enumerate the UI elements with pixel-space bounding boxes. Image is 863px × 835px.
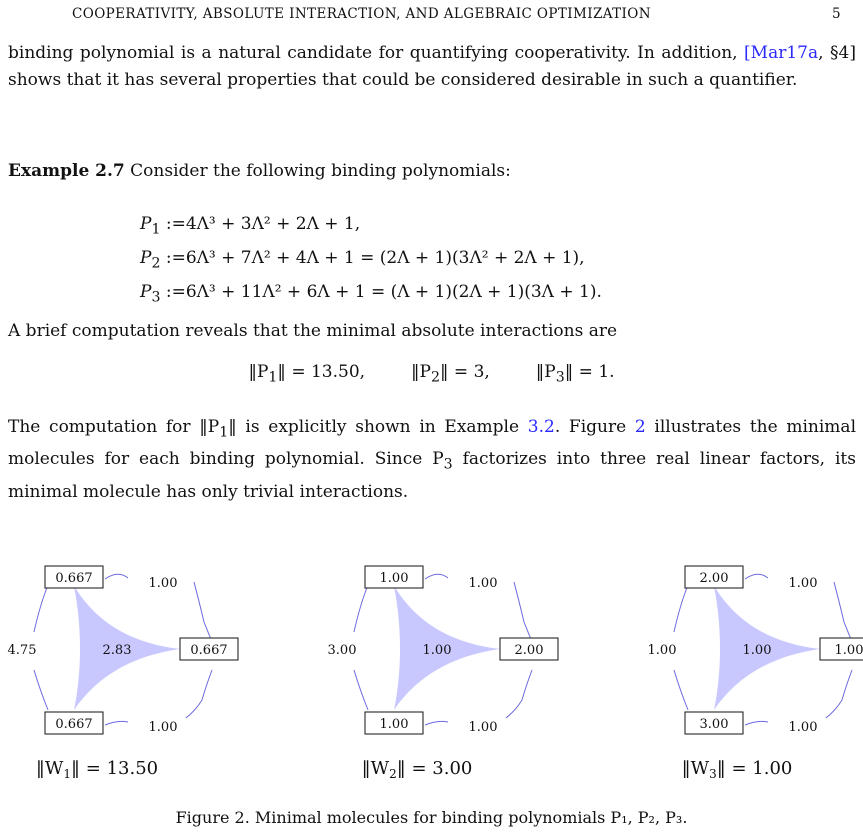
norm-rhs: ‖ = 13.50 (71, 758, 159, 779)
top-right-edge-label: 1.00 (788, 576, 818, 591)
equation-p2 (140, 241, 602, 275)
edge-left-lower (34, 670, 48, 710)
left-edge-label: 3.00 (327, 643, 357, 658)
eq-rhs: :=6Λ³ + 7Λ² + 4Λ + 1 = (2Λ + 1)(3Λ² + 2Λ + 1), (160, 248, 585, 268)
equation-p3 (140, 275, 602, 309)
norm-text: ‖P (411, 362, 431, 382)
closing-text-4: illustrates the minimal molecules for each binding polynomial. Since P (8, 417, 857, 470)
closing-text-2: ‖ is explicitly shown in Example (228, 417, 528, 437)
center-area-label: 1.00 (422, 643, 452, 658)
eq-subscript: 2 (151, 255, 161, 272)
closing-sub-2: 3 (443, 456, 453, 473)
right-vertex-label: 2.00 (514, 643, 544, 658)
equation-p1 (140, 207, 602, 241)
eq-lhs: P (140, 248, 152, 268)
edge-right-lower (506, 670, 532, 718)
norm-lhs: ‖W (361, 758, 390, 779)
eq-rhs: :=6Λ³ + 11Λ² + 6Λ + 1 = (Λ + 1)(2Λ + 1)(3Λ + 1). (160, 282, 602, 302)
edge-right-upper (514, 582, 532, 642)
edge-top-right (105, 574, 128, 579)
norm-p2 (411, 362, 490, 386)
equation-block (140, 207, 602, 309)
molecule-1 (8, 566, 238, 781)
computation-sentence (8, 318, 856, 345)
norm-subscript: 1 (63, 767, 72, 781)
intro-text-1: binding polynomial is a natural candidate for quantifying cooperativity. In addition, (8, 43, 745, 63)
eq-subscript: 3 (151, 289, 161, 306)
example-heading-line (8, 158, 856, 185)
edge-bottom-right (425, 721, 448, 725)
closing-text-1: The computation for ‖P (8, 417, 220, 437)
norm-rest: ‖ = 13.50, (277, 362, 366, 382)
intro-text-2: , §4] shows that it has several properties that could be considered desirable in such a quantifier. (8, 43, 856, 90)
right-vertex-label: 1.00 (834, 643, 863, 658)
norm-subscript: 3 (709, 767, 717, 781)
edge-left-lower (674, 670, 688, 710)
norm-rhs: ‖ = 1.00 (716, 758, 793, 779)
bottom-right-edge-label: 1.00 (788, 720, 818, 735)
example-label: Example 2.7 (8, 161, 125, 181)
norm-rhs: ‖ = 3.00 (396, 758, 473, 779)
edge-right-upper (834, 582, 852, 642)
center-area-label: 2.83 (102, 643, 132, 658)
norm-text: ‖P (535, 362, 556, 382)
left-edge-label: 1.00 (647, 643, 677, 658)
edge-left-upper (354, 585, 368, 632)
norm-sub: 3 (555, 369, 565, 386)
running-header (0, 6, 863, 28)
norm-rest: ‖ = 3, (440, 362, 490, 382)
bottom-vertex-label: 1.00 (379, 717, 409, 732)
norm-sub: 1 (268, 369, 278, 386)
molecule-norm-label (36, 758, 158, 781)
citation-link[interactable]: [Mar17a (744, 43, 819, 63)
edge-top-right (745, 574, 768, 579)
closing-sub-1: 1 (219, 424, 229, 441)
intro-paragraph (8, 40, 856, 94)
closing-text-5: factorizes into three real linear factors, its minimal molecule has only trivial interactions. (8, 449, 856, 502)
computation-text: A brief computation reveals that the minimal absolute interactions are (8, 321, 618, 341)
eq-lhs: P (140, 282, 152, 302)
example-intro: Consider the following binding polynomials: (124, 161, 511, 181)
page-number: 5 (832, 6, 841, 22)
edge-left-lower (354, 670, 368, 710)
eq-lhs: P (140, 214, 152, 234)
bottom-vertex-label: 0.667 (55, 717, 93, 732)
figure-caption: Figure 2. Minimal molecules for binding polynomials P₁, P₂, P₃. (175, 808, 688, 827)
edge-right-upper (194, 582, 212, 642)
edge-left-upper (674, 585, 688, 632)
norm-p3 (535, 362, 615, 386)
molecule-norm-label (362, 758, 473, 781)
norm-subscript: 2 (389, 767, 397, 781)
bottom-right-edge-label: 1.00 (148, 720, 178, 735)
molecules-figure (0, 560, 863, 790)
edge-bottom-right (745, 721, 768, 725)
top-right-edge-label: 1.00 (468, 576, 498, 591)
edge-left-upper (34, 585, 48, 632)
eq-rhs: :=4Λ³ + 3Λ² + 2Λ + 1, (160, 214, 361, 234)
edge-right-lower (826, 670, 852, 718)
norm-rest: ‖ = 1. (564, 362, 615, 382)
molecule-3 (648, 566, 863, 781)
closing-paragraph (8, 414, 856, 506)
norm-results (0, 362, 863, 385)
top-vertex-label: 1.00 (379, 571, 409, 586)
running-title: COOPERATIVITY, ABSOLUTE INTERACTION, AND ALGEBRAIC OPTIMIZATION (72, 6, 651, 22)
edge-bottom-right (105, 721, 128, 725)
bottom-right-edge-label: 1.00 (468, 720, 498, 735)
norm-sub: 2 (431, 369, 441, 386)
top-vertex-label: 0.667 (55, 571, 93, 586)
edge-top-right (425, 574, 448, 579)
norm-text: ‖P (248, 362, 269, 382)
top-vertex-label: 2.00 (699, 571, 729, 586)
left-edge-label: 4.75 (7, 643, 37, 658)
molecule-norm-label (682, 758, 793, 781)
figure-reference-link[interactable]: 2 (634, 417, 646, 437)
top-right-edge-label: 1.00 (148, 576, 178, 591)
example-reference-link[interactable]: 3.2 (527, 417, 555, 437)
norm-lhs: ‖W (681, 758, 710, 779)
closing-text-3: . Figure (554, 417, 635, 437)
right-vertex-label: 0.667 (190, 643, 228, 658)
center-area-label: 1.00 (742, 643, 772, 658)
bottom-vertex-label: 3.00 (699, 717, 729, 732)
eq-subscript: 1 (151, 221, 161, 238)
norm-p1 (248, 362, 366, 386)
molecule-2 (328, 566, 558, 781)
norm-lhs: ‖W (35, 758, 64, 779)
edge-right-lower (186, 670, 212, 718)
